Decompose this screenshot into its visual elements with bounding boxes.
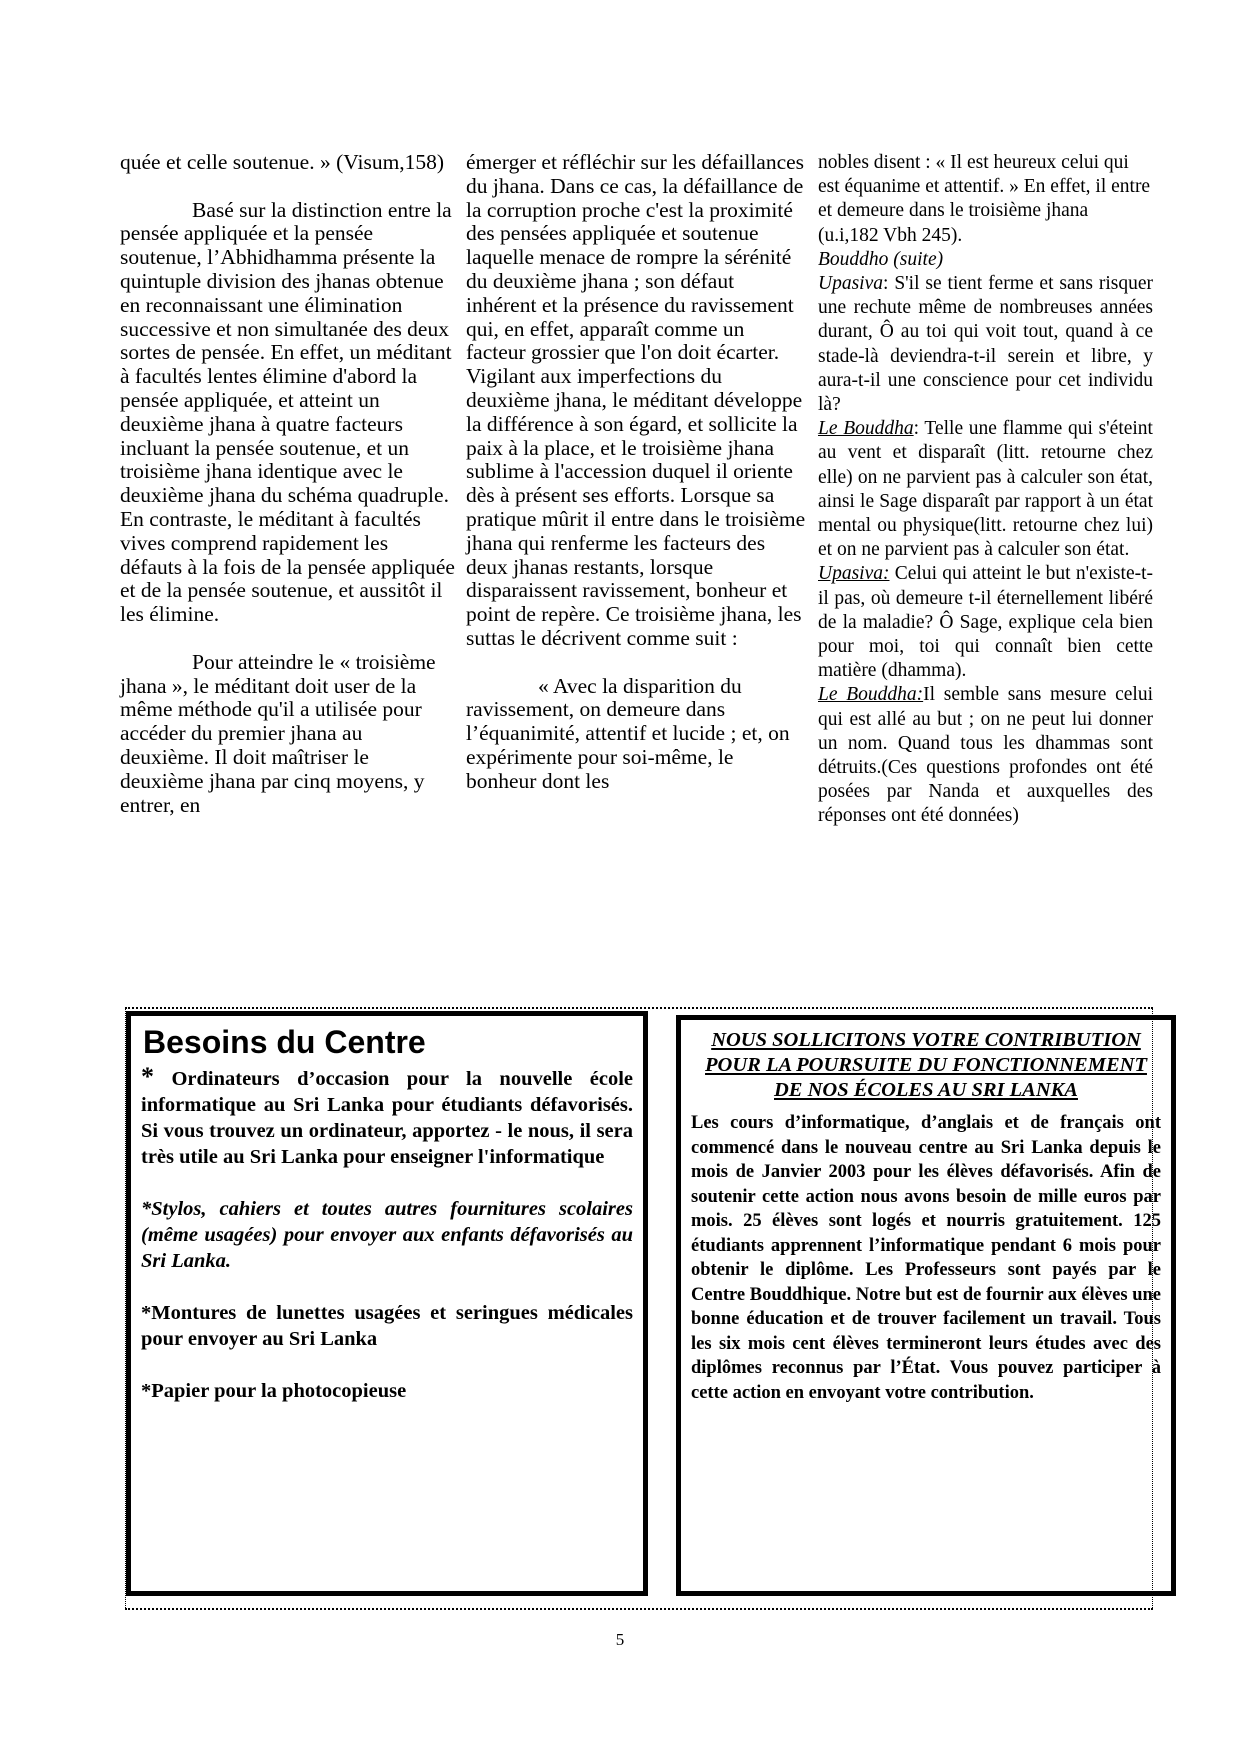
dialogue-entry [818, 562, 1153, 683]
dialogue-text: Il semble sans mesure celui qui est allé au but ; on ne peut lui donner un nom. Quand tous les dhammas sont détruits.(Ces questions profondes ont été posées par Nanda et auxquelles des réponses ont été données) [818, 684, 1153, 827]
paragraph: Basé sur la distinction entre la pensée appliquée et la pensée soutenue, l’Abhidhamma présente la quintuple division des jhanas obtenue en reconnaissant une élimination successive et non simultanée des deux sortes de pensée. En effet, un méditant à facultés lentes élimine d'abord la pensée appliquée, et atteint un deuxième jhana à quatre facteurs incluant la pensée soutenue, et un troisième jhana identique avec le deuxième jhana du schéma quadruple. En contraste, le méditant à facultés vives comprend rapidement les défauts à la fois de la pensée appliquée et de la pensée soutenue, et aussitôt il les élimine. [120, 197, 455, 627]
contribution-box [676, 1015, 1176, 1596]
needs-item: *Papier pour la photocopieuse [141, 1380, 407, 1402]
page-number: 5 [615, 1630, 625, 1649]
text-column-3 [818, 151, 1153, 829]
dialogue-entry [818, 272, 1153, 417]
contribution-box-body: Les cours d’informatique, d’anglais et de français ont commencé dans le nouveau centre au Sri Lanka depuis le mois de Janvier 2003 pour les élèves défavorisés. Afin de soutenir cette action nous avons besoin de mille euros par mois. 25 élèves sont logés et nourris gratuitement. 125 étudiants apprennent l’informatique pendant 6 mois pour obtenir le diplôme. Les Professeurs sont payés par le Centre Bouddhique. Notre but est de fournir aux élèves une bonne éducation et de trouver facilement un travail. Tous les six mois cent élèves termineront leurs études avec des diplômes reconnus par l’État. Vous pouvez participer à cette action en envoyant votre contribution. [691, 1113, 1161, 1403]
dialogue-text: S'il se tient ferme et sans risquer une rechute même de nombreuses années durant, Ô au toi qui voit tout, quand à ce stade-là deviendra-t-il serein et libre, y aura-t-il une conscience pour cet individu là? [818, 273, 1153, 416]
paragraph: Pour atteindre le « troisième jhana », le méditant doit user de la même méthode qu'il a utilisée pour accéder du premier jhana au deuxième. Il doit maîtriser le deuxième jhana par cinq moyens, y entrer, en [120, 649, 436, 817]
needs-item [141, 1064, 633, 1170]
needs-item: *Stylos, cahiers et toutes autres fournitures scolaires (même usagées) pour envoyer aux enfants défavorisés au Sri Lanka. [141, 1198, 633, 1272]
paragraph: quée et celle soutenue. » (Visum,158) [120, 150, 445, 174]
section-title: Bouddho (suite) [818, 248, 944, 270]
speaker-label: Le Bouddha [818, 418, 914, 440]
dialogue-text: Celui qui atteint le but n'existe-t-il pas, où demeure t-il éternellement libéré de la maladie? Ô Sage, explique cela bien pour moi, toi qui connaît bien cette matière (dhamma). [818, 563, 1153, 682]
separator: : [913, 418, 925, 440]
speaker-label: Le Bouddha: [818, 684, 924, 706]
contribution-box-title: NOUS SOLLICITONS VOTRE CONTRIBUTION POUR LA POURSUITE DU FONCTIONNEMENT DE NOS ÉCOLES AU SRI LANKA [705, 1029, 1147, 1101]
needs-box-title: Besoins du Centre [143, 1024, 426, 1060]
text-column-1 [120, 151, 455, 817]
dialogue-entry [818, 417, 1153, 562]
needs-box [126, 1011, 648, 1596]
paragraph: nobles disent : « Il est heureux celui qui est équanime et attentif. » En effet, il entre et demeure dans le troisième jhana (u.i,182 Vbh 245). [818, 152, 1151, 246]
speaker-label: Upasiva: [818, 563, 890, 585]
needs-item: *Montures de lunettes usagées et seringues médicales pour envoyer au Sri Lanka [141, 1302, 633, 1350]
separator: : [883, 273, 895, 295]
dialogue-text: Telle une flamme qui s'éteint au vent et disparaît (litt. retourne chez elle) on ne parvient pas à calculer son état, ainsi le Sage disparaît par rapport à un état mental ou physique(litt. retourne chez lui) et on ne parvient pas à calculer son état. [818, 418, 1153, 561]
quote-paragraph: « Avec la disparition du ravissement, on demeure dans l’équanimité, attentif et lucide ; et, on expérimente pour soi-même, le bonheur dont les [466, 673, 790, 793]
needs-item-text: Ordinateurs d’occasion pour la nouvelle école informatique au Sri Lanka pour étudiants défavorisés. Si vous trouvez un ordinateur, apportez - le nous, il sera très utile au Sri Lanka pour enseigner l'informatique [141, 1068, 633, 1168]
paragraph: émerger et réfléchir sur les défaillances du jhana. Dans ce cas, la défaillance de la corruption proche c'est la proximité des pensées appliquée et soutenue laquelle menace de rompre la sérénité du deuxième jhana ; son défaut inhérent et la présence du ravissement qui, en effet, apparaît comme un facteur grossier que l'on doit écarter. Vigilant aux imperfections du deuxième jhana, le méditant développe la différence à son égard, et sollicite la paix à la place, et le troisième jhana sublime à l'accession duquel il oriente dès à présent ses efforts. Lorsque sa pratique mûrit il entre dans le troisième jhana qui renferme les facteurs des deux jhanas restants, lorsque disparaissent ravissement, bonheur et point de repère. Ce troisième jhana, les suttas le décrivent comme suit : [466, 150, 806, 650]
text-column-2 [466, 151, 806, 794]
dialogue-entry [818, 683, 1153, 828]
speaker-label: Upasiva [818, 273, 883, 295]
bullet-star: * [141, 1062, 154, 1091]
